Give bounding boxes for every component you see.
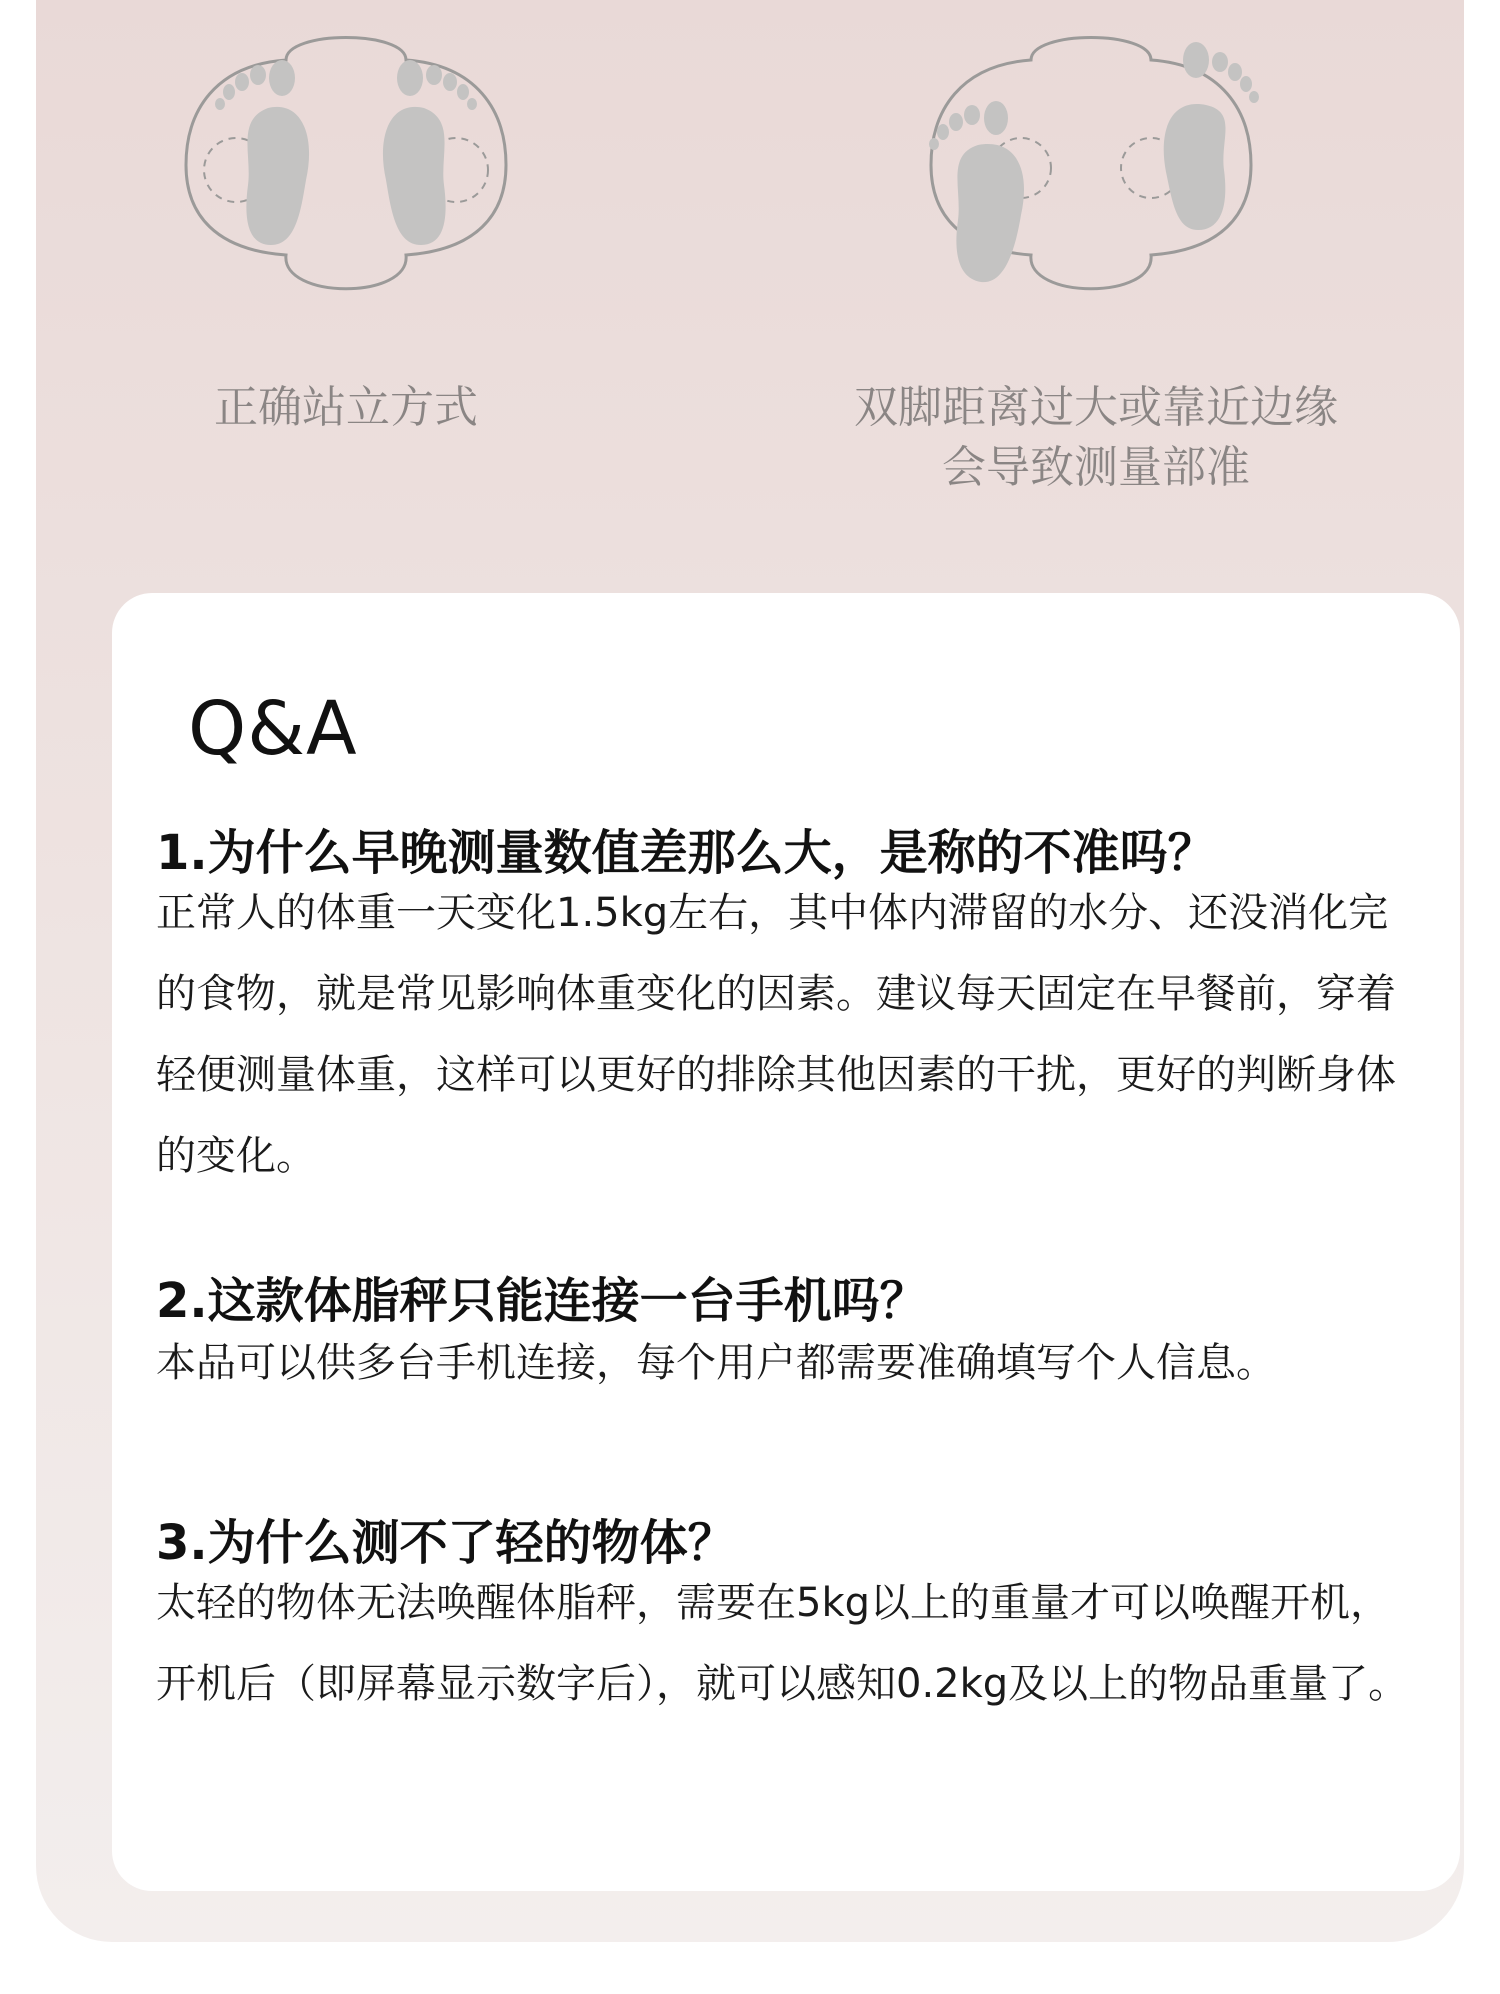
caption-correct-text: 正确站立方式 [214,382,478,433]
question-2: 2.这款体脂秤只能连接一台手机吗？ [156,1273,928,1329]
answer-3: 太轻的物体无法唤醒体脂秤，需要在5kg以上的重量才可以唤醒开机，开机后（即屏幕显示数字后），就可以感知0.2kg及以上的物品重量了。 [156,1580,1409,1707]
feet-correct-icon [176,20,516,320]
question-1: 1.为什么早晚测量数值差那么大，是称的不准吗？ [156,825,1216,881]
caption-wrong-line1: 双脚距离过大或靠近边缘 [854,382,1338,433]
caption-wrong [816,378,1376,498]
answer-1: 正常人的体重一天变化1.5kg左右，其中体内滞留的水分、还没消化完的食物，就是常见影响体重变化的因素。建议每天固定在早餐前，穿着轻便测量体重，这样可以更好的排除其他因素的干扰，更好的判断身体的变化。 [156,890,1396,1179]
caption-wrong-line2: 会导致测量部准 [942,442,1250,493]
question-3: 3.为什么测不了轻的物体？ [156,1515,736,1571]
info-panel [36,0,1464,1942]
qa-card [112,593,1460,1891]
feet-wrong-icon [906,20,1276,320]
qa-title: Q&A [188,686,358,772]
caption-correct [126,378,566,438]
answer-2: 本品可以供多台手机连接，每个用户都需要准确填写个人信息。 [156,1340,1276,1386]
